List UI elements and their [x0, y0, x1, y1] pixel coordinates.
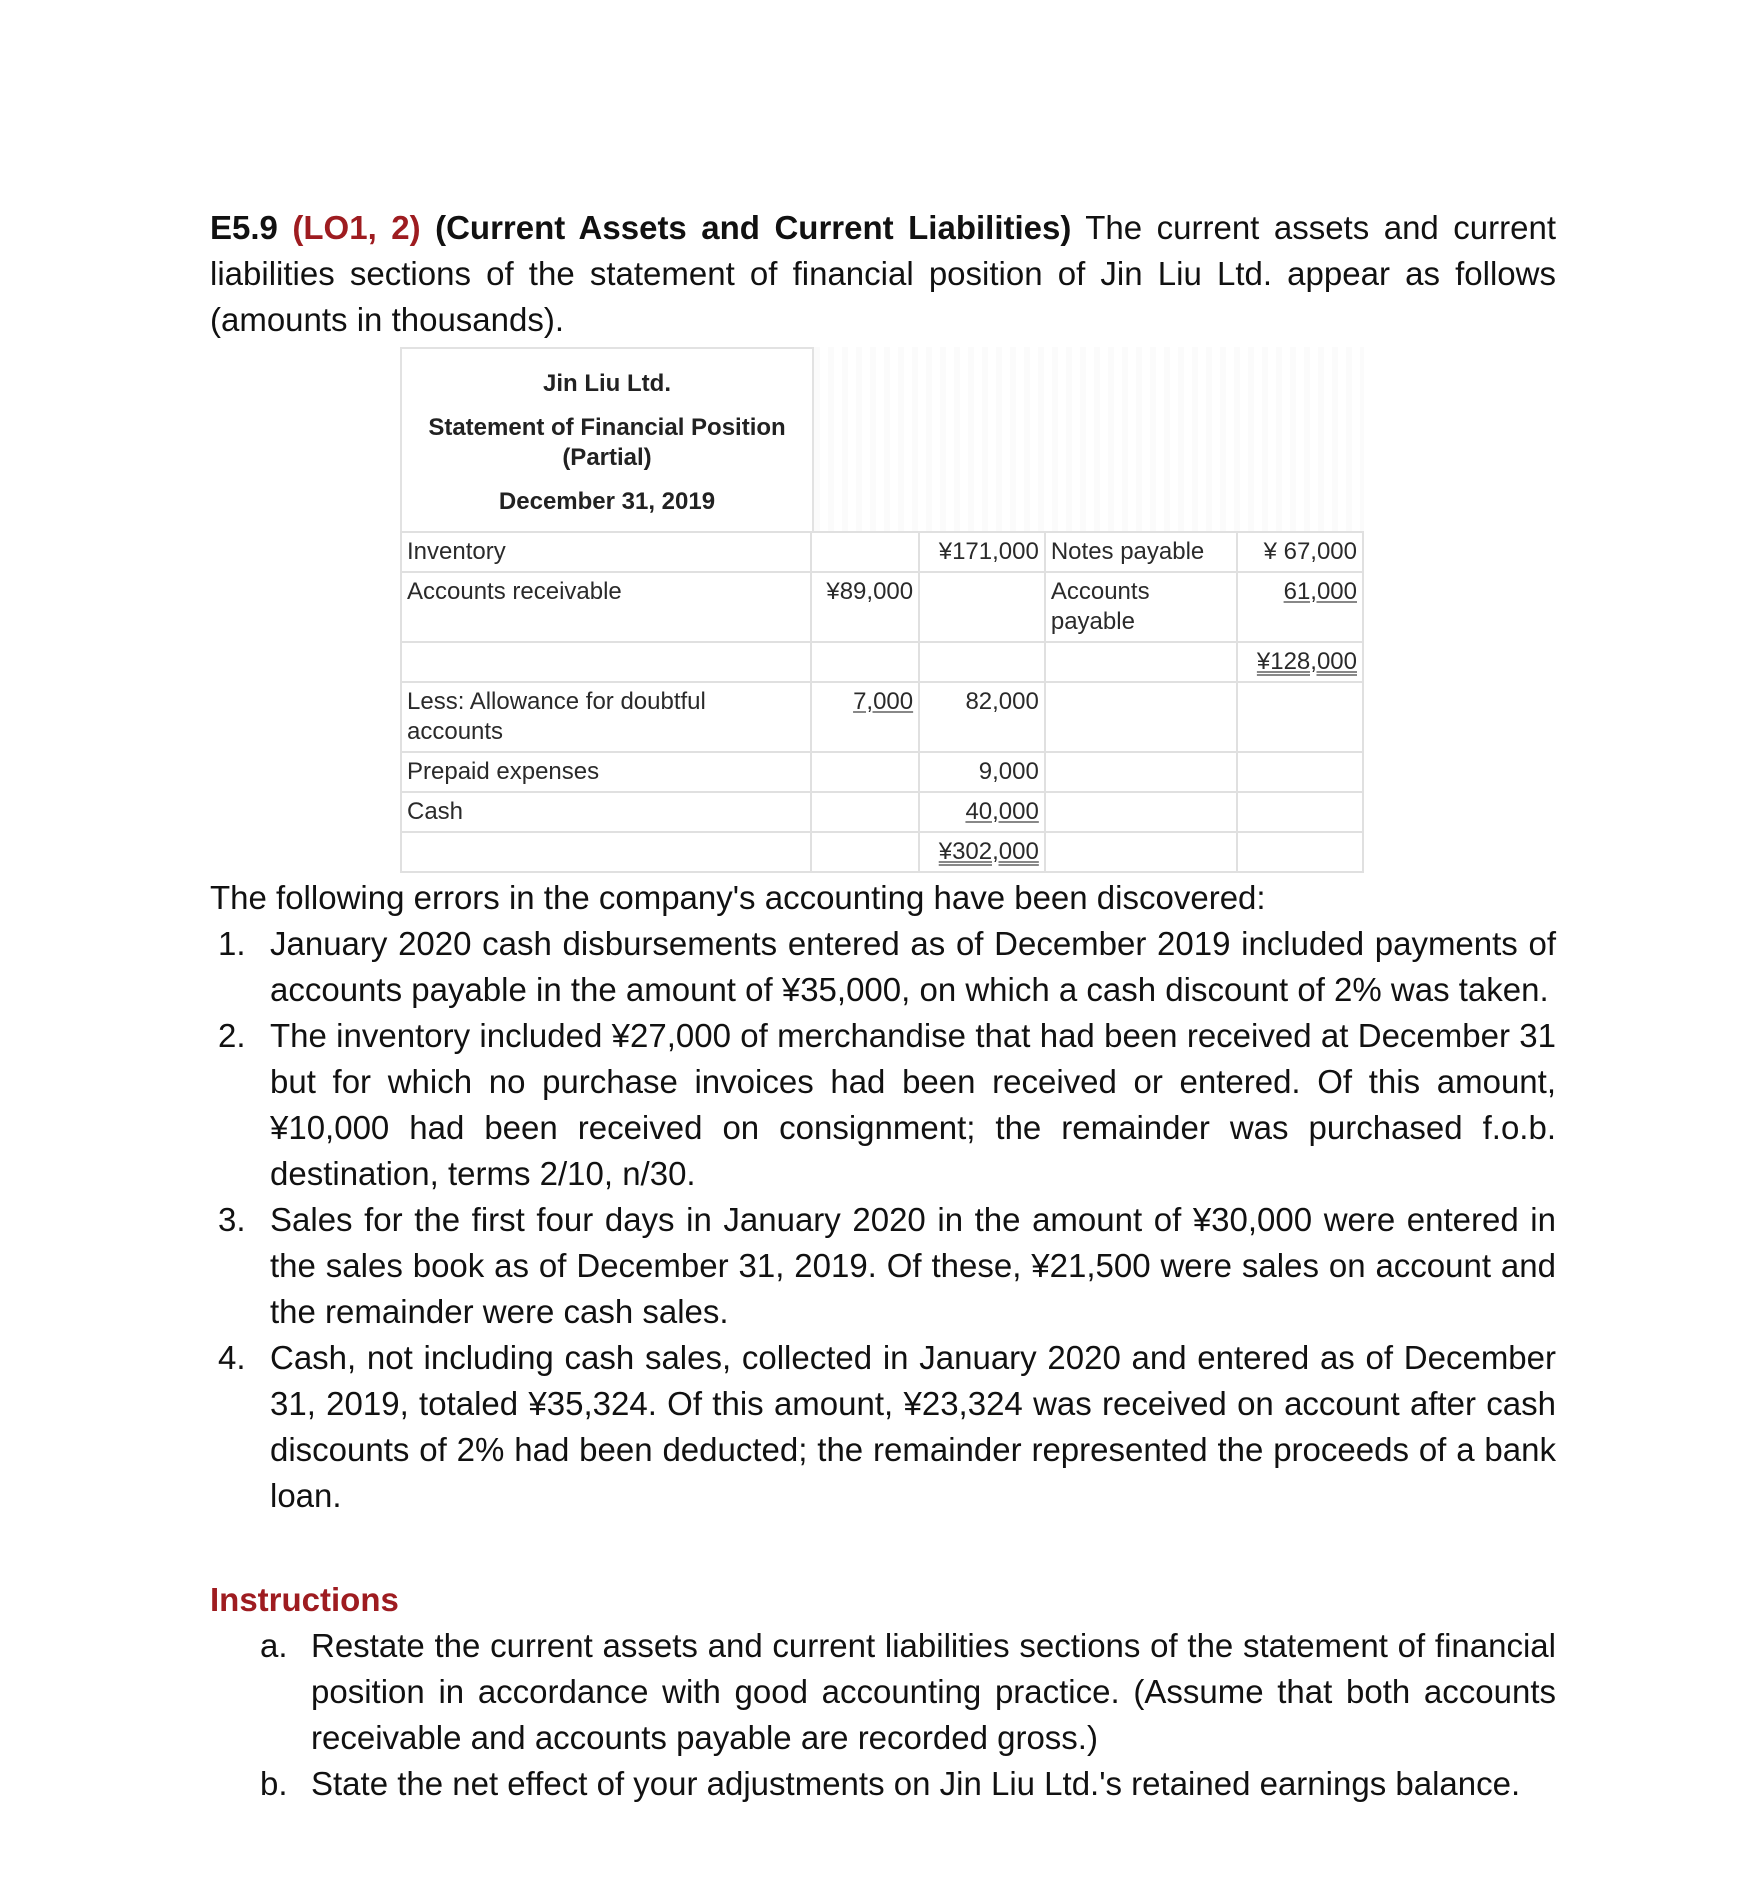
- statement-table: [400, 531, 1364, 873]
- list-item: [210, 1013, 1556, 1197]
- table-row: [401, 832, 1363, 872]
- item-text: The inventory included ¥27,000 of merchandise that had been received at December 31 but for which no purchase invoices had been received or entered. Of this amount, ¥10,000 had been received on consignment; the remainder was purchased f.o.b. destination, terms 2/10, n/30.: [270, 1017, 1556, 1192]
- statement-date: December 31, 2019: [498, 488, 716, 515]
- assets-total: [919, 832, 1045, 872]
- liability-label: [1045, 682, 1237, 752]
- liability-amount: [1237, 572, 1363, 642]
- allowance-value: 7,000: [853, 688, 914, 715]
- liability-label: [1045, 832, 1237, 872]
- instructions-heading: Instructions: [210, 1581, 399, 1618]
- item-text: State the net effect of your adjustments on Jin Liu Ltd.'s retained earnings balance.: [311, 1765, 1521, 1802]
- blurred-header-area: [814, 347, 1364, 531]
- document-page: [210, 205, 1556, 1807]
- row-label: [401, 642, 811, 682]
- item-number: 3.: [218, 1201, 246, 1238]
- row-label: Less: Allowance for doubtful accounts: [401, 682, 811, 752]
- row-label: Inventory: [401, 532, 811, 572]
- list-item: [210, 1197, 1556, 1335]
- table-row: [401, 682, 1363, 752]
- row-col1: [811, 682, 919, 752]
- item-letter: b.: [260, 1765, 288, 1802]
- liability-amount: [1237, 832, 1363, 872]
- item-number: 1.: [218, 925, 246, 962]
- liability-label: Notes payable: [1045, 532, 1237, 572]
- liability-amount-value: 61,000: [1283, 578, 1357, 605]
- row-label: Cash: [401, 792, 811, 832]
- row-col1: [811, 642, 919, 682]
- liability-amount: ¥ 67,000: [1237, 532, 1363, 572]
- list-item: [210, 1335, 1556, 1519]
- list-item: [210, 1761, 1556, 1807]
- table-row: [401, 752, 1363, 792]
- row-col2: 82,000: [919, 682, 1045, 752]
- errors-list: [210, 921, 1556, 1519]
- row-label: Prepaid expenses: [401, 752, 811, 792]
- assets-total-value: ¥302,000: [938, 838, 1039, 865]
- liability-total-value: ¥128,000: [1256, 648, 1357, 675]
- row-col2: [919, 642, 1045, 682]
- list-item: [210, 921, 1556, 1013]
- table-row: [401, 642, 1363, 682]
- liability-amount: [1237, 752, 1363, 792]
- liability-amount: [1237, 792, 1363, 832]
- row-col1: [811, 832, 919, 872]
- liability-label: Accounts payable: [1045, 572, 1237, 642]
- row-col1: [811, 752, 919, 792]
- list-item: [210, 1623, 1556, 1761]
- item-number: 4.: [218, 1339, 246, 1376]
- row-label: [401, 832, 811, 872]
- item-text: Restate the current assets and current liabilities sections of the statement of financial position in accordance with good accounting practice. (Assume that both accounts receivable and accounts payable are recorded gross.): [311, 1627, 1556, 1756]
- item-text: Cash, not including cash sales, collected in January 2020 and entered as of December 31, 2019, totaled ¥35,324. Of this amount, ¥23,324 was received on account after cash discounts of 2% had been deducted; the remainder represented the proceeds of a bank loan.: [270, 1339, 1556, 1514]
- table-row: [401, 792, 1363, 832]
- item-letter: a.: [260, 1627, 288, 1664]
- row-col2: 9,000: [919, 752, 1045, 792]
- statement-of-financial-position: [400, 347, 1364, 873]
- item-text: January 2020 cash disbursements entered as of December 2019 included payments of accounts payable in the amount of ¥35,000, on which a cash discount of 2% was taken.: [270, 925, 1556, 1008]
- row-col1: [811, 532, 919, 572]
- item-text: Sales for the first four days in January 2020 in the amount of ¥30,000 were entered in the sales book as of December 31, 2019. Of these, ¥21,500 were sales on account and the remainder were cash sales.: [270, 1201, 1556, 1330]
- row-col2: ¥171,000: [919, 532, 1045, 572]
- statement-title: Statement of Financial Position: [428, 414, 786, 441]
- table-row: [401, 532, 1363, 572]
- row-col2: [919, 572, 1045, 642]
- row-label: Accounts receivable: [401, 572, 811, 642]
- liability-label: [1045, 642, 1237, 682]
- exercise-topic: (Current Assets and Current Liabilities): [435, 209, 1072, 246]
- exercise-id: E5.9: [210, 209, 278, 246]
- liability-label: [1045, 752, 1237, 792]
- table-row: [401, 572, 1363, 642]
- liability-label: [1045, 792, 1237, 832]
- statement-header: [400, 347, 814, 531]
- exercise-intro: [210, 205, 1556, 343]
- company-name: Jin Liu Ltd.: [543, 370, 671, 397]
- learning-objectives: (LO1, 2): [292, 209, 421, 246]
- item-number: 2.: [218, 1017, 246, 1054]
- cash-value: 40,000: [965, 798, 1039, 825]
- errors-lead: The following errors in the company's accounting have been discovered:: [210, 879, 1266, 916]
- exercise-intro-text: The current assets and current liabilities sections of the statement of financial position of Jin Liu Ltd. appear as follows (amounts in thousands).: [210, 209, 1556, 338]
- liability-total: [1237, 642, 1363, 682]
- row-col1: ¥89,000: [811, 572, 919, 642]
- instructions-list: [210, 1623, 1556, 1807]
- row-col1: [811, 792, 919, 832]
- row-col2: [919, 792, 1045, 832]
- statement-subtitle: (Partial): [562, 444, 652, 471]
- liability-amount: [1237, 682, 1363, 752]
